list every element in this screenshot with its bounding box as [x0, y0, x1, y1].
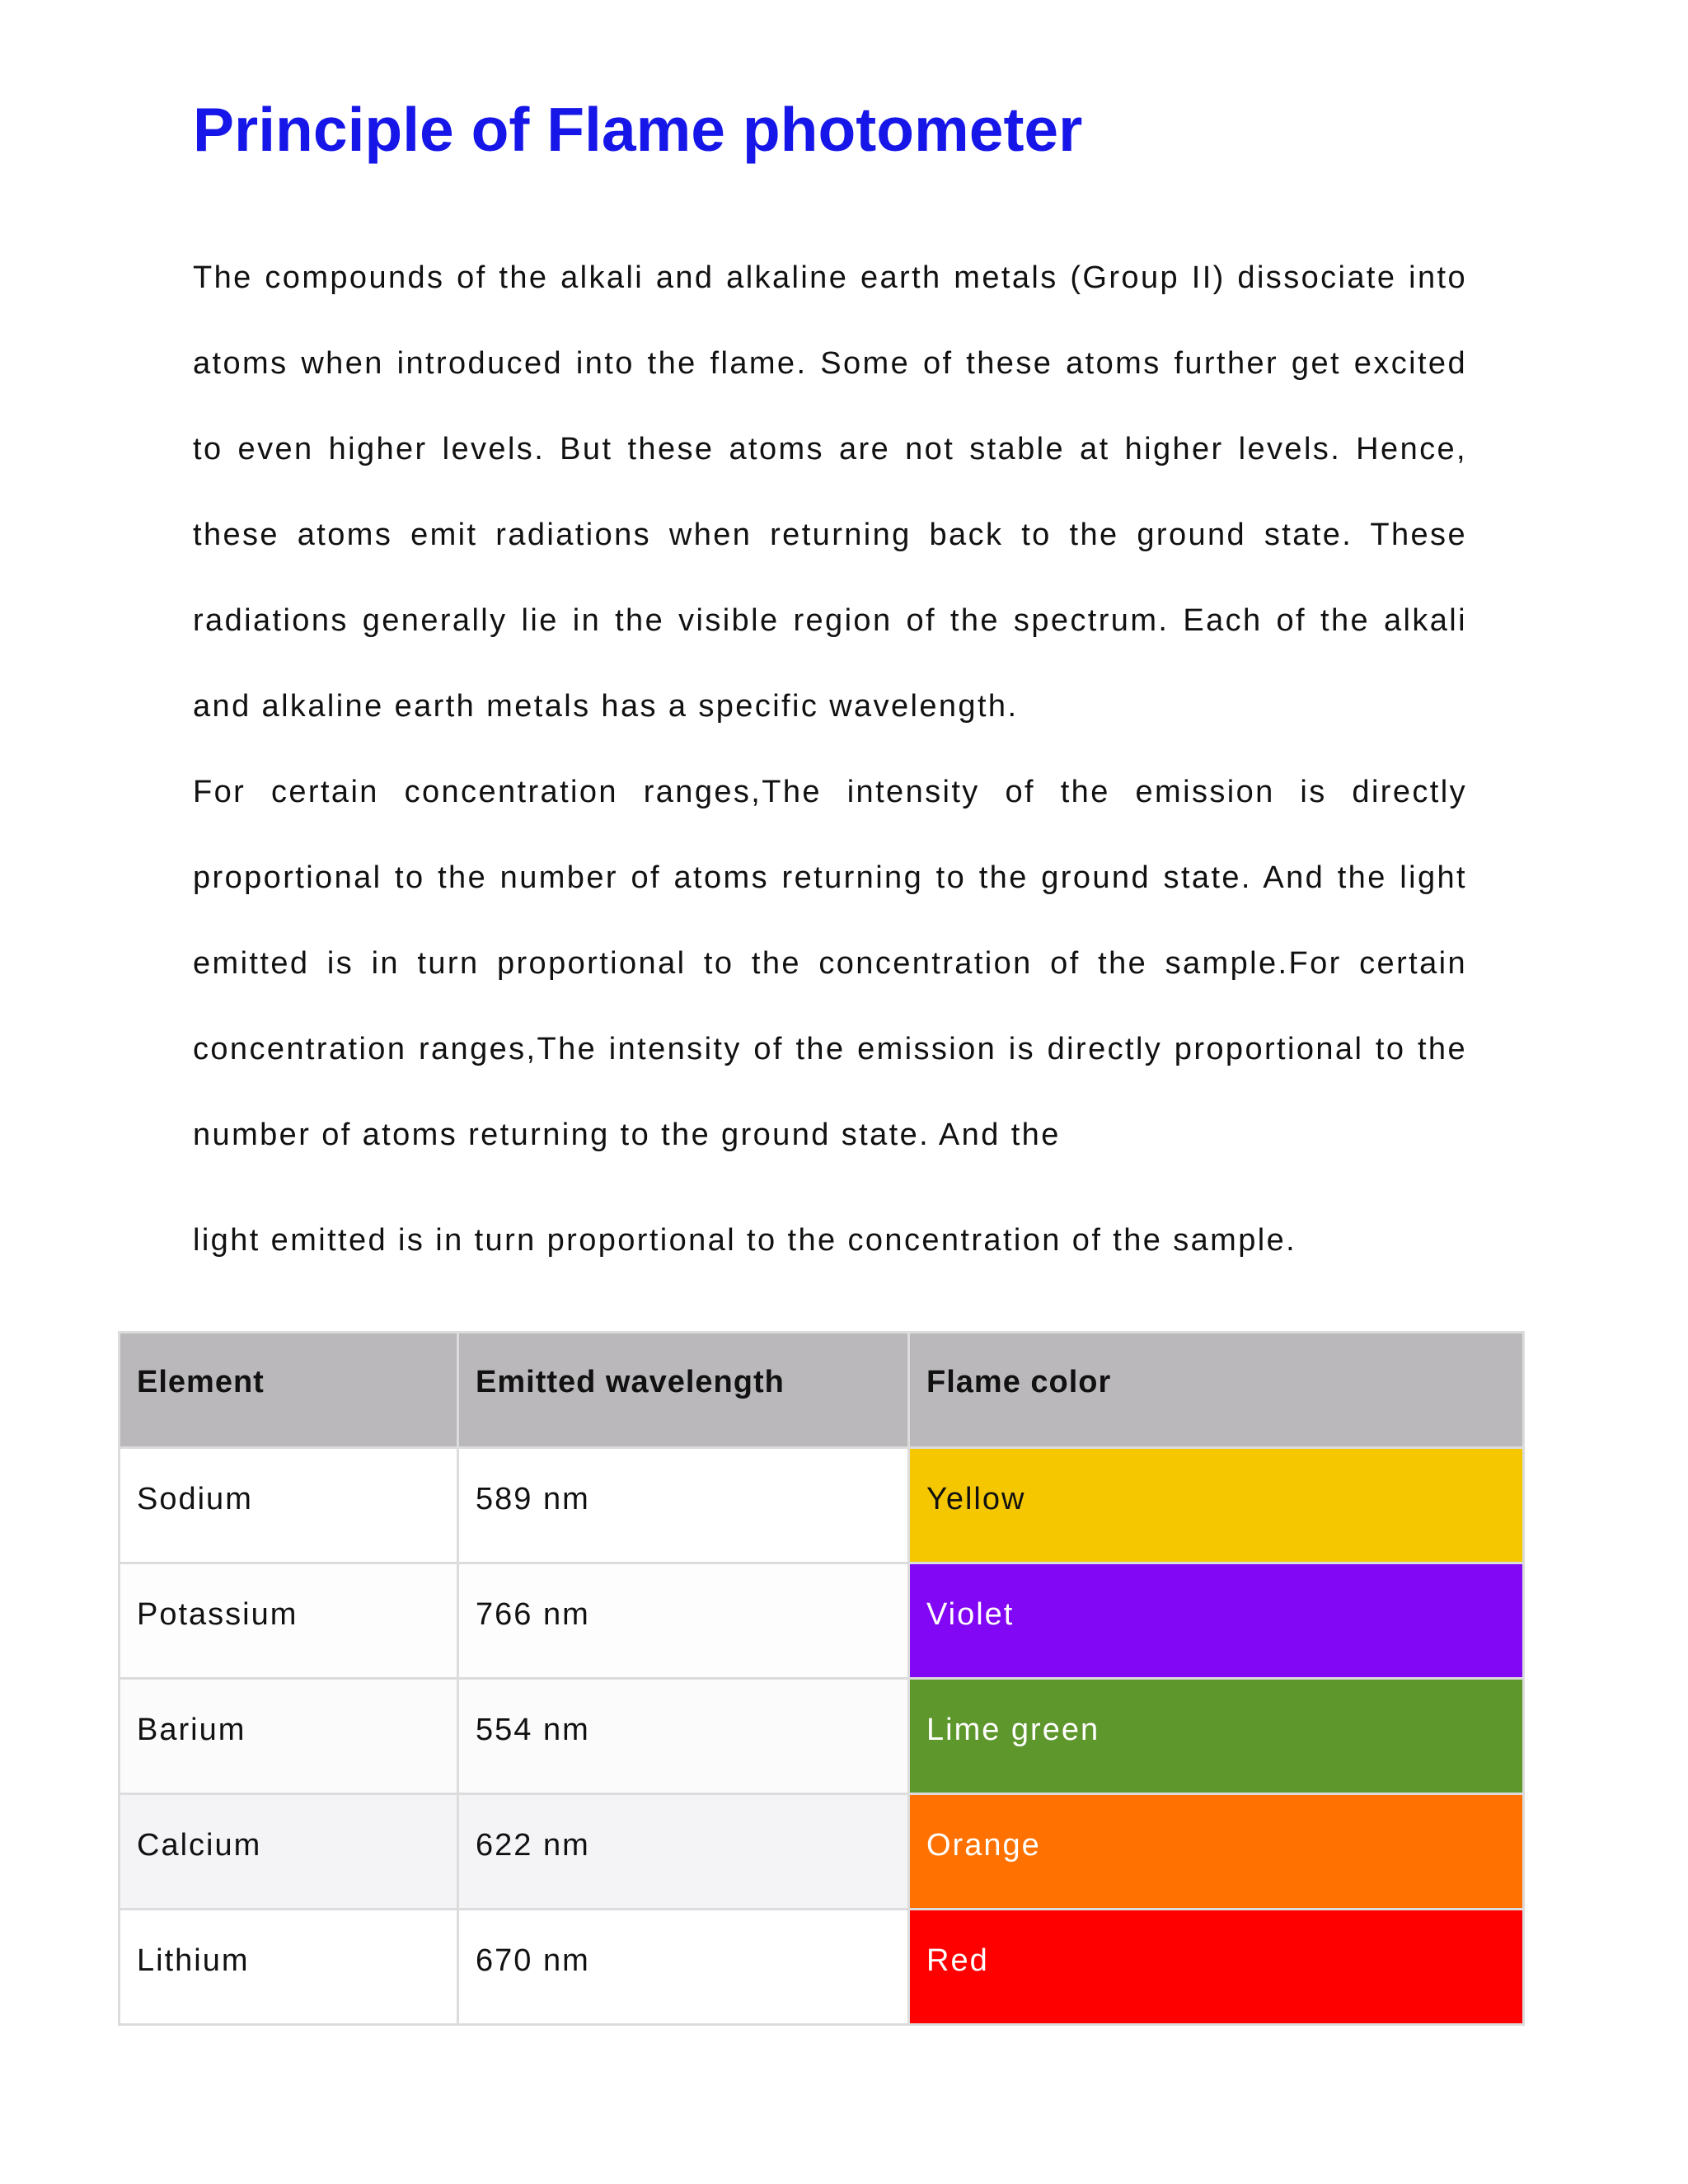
- cell-flame-color: Lime green: [909, 1679, 1524, 1794]
- table-row: [120, 1679, 1524, 1794]
- cell-element: Lithium: [120, 1910, 458, 2025]
- cell-element: Potassium: [120, 1563, 458, 1679]
- cell-wavelength: 622 nm: [458, 1794, 909, 1910]
- cell-wavelength: 766 nm: [458, 1563, 909, 1679]
- paragraph-proportionality: For certain concentration ranges,The intensity of the emission is directly proportional to the number of atoms returning to the ground state. And the light emitted is in turn proportional to the concentration of the sample.For certain concentration ranges,The intensity of the emission is directly proportional to the number of atoms returning to the ground state. And the: [193, 775, 1467, 1152]
- page-title: Principle of Flame photometer: [193, 95, 1083, 164]
- cell-element: Barium: [120, 1679, 458, 1794]
- table-row: [120, 1794, 1524, 1910]
- table-row: [120, 1563, 1524, 1679]
- cell-flame-color: Orange: [909, 1794, 1524, 1910]
- flame-color-table: [118, 1331, 1525, 2026]
- table-row: [120, 1910, 1524, 2025]
- cell-flame-color: Violet: [909, 1563, 1524, 1679]
- paragraph-intro: The compounds of the alkali and alkaline earth metals (Group II) dissociate into atoms when introduced into the flame. Some of these atoms further get excited to even higher levels. But these atoms are not stable at higher levels. Hence, these atoms emit radiations when returning back to the ground state. These radiations generally lie in the visible region of the spectrum. Each of the alkali and alkaline earth metals has a specific wavelength.: [193, 260, 1467, 724]
- table-row: [120, 1448, 1524, 1563]
- table-header-row: [120, 1333, 1524, 1448]
- header-flame-color: Flame color: [909, 1333, 1524, 1448]
- cell-element: Calcium: [120, 1794, 458, 1910]
- cell-element: Sodium: [120, 1448, 458, 1563]
- header-emitted-wavelength: Emitted wavelength: [458, 1333, 909, 1448]
- cell-wavelength: 670 nm: [458, 1910, 909, 2025]
- header-element: Element: [120, 1333, 458, 1448]
- cell-wavelength: 554 nm: [458, 1679, 909, 1794]
- body-text: [193, 235, 1467, 1178]
- cell-flame-color: Yellow: [909, 1448, 1524, 1563]
- cell-wavelength: 589 nm: [458, 1448, 909, 1563]
- paragraph-final-line: light emitted is in turn proportional to the concentration of the sample.: [193, 1223, 1297, 1258]
- cell-flame-color: Red: [909, 1910, 1524, 2025]
